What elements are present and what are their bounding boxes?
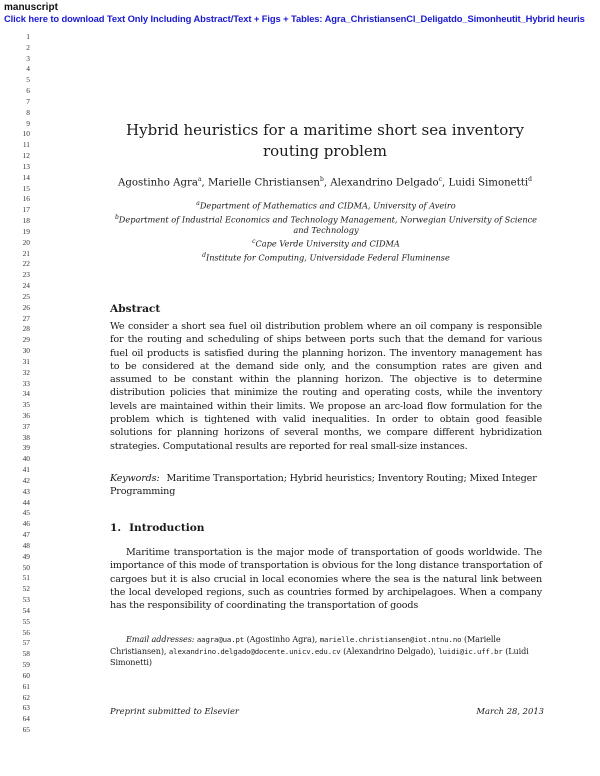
line-number: 64 — [22, 714, 30, 724]
section-heading-introduction — [110, 522, 205, 534]
line-number: 30 — [22, 346, 30, 356]
line-number: 34 — [22, 389, 30, 399]
line-number: 7 — [26, 96, 30, 106]
email-owner: (Marielle Christiansen), — [110, 634, 501, 656]
line-number: 59 — [22, 660, 30, 670]
footer-date: March 28, 2013 — [476, 706, 544, 716]
affiliation-sup: c — [252, 238, 256, 246]
keywords-text: Maritime Transportation; Hybrid heuristics; Inventory Routing; Mixed Integer Programming — [110, 473, 537, 498]
line-number: 10 — [22, 129, 30, 139]
abstract-text: We consider a short sea fuel oil distribution problem where an oil company is responsible for the routing and scheduling of ships between ports such that the demand for various fuel oil products is satisfied during the planning horizon. The inventory management has to be considered at the demand side only, and the consumption rates are given and assumed to be constant within the planning horizon. The objective is to determine distribution policies that minimize the routing and operating costs, while the inventory levels are maintained within their limits. We propose an arc-load flow formulation for the problem which is tightened with valid inequalities. In order to obtain good feasible solutions for planning horizons of several months, we compare different hybridization strategies. Computational results are reported for real small-size instances. — [110, 321, 542, 452]
keywords — [110, 472, 542, 499]
line-number: 1 — [26, 32, 30, 41]
email-address[interactable]: marielle.christiansen@iot.ntnu.no — [319, 635, 462, 644]
line-number: 29 — [22, 335, 30, 345]
line-number: 61 — [22, 681, 30, 691]
affiliations — [108, 198, 544, 264]
email-label: Email addresses: — [126, 634, 195, 644]
line-number: 17 — [22, 205, 30, 215]
line-number: 65 — [22, 725, 30, 734]
affiliation-text: Department of Mathematics and CIDMA, University of Aveiro — [199, 200, 456, 211]
line-number: 36 — [22, 410, 30, 420]
line-number: 3 — [26, 53, 30, 63]
line-number: 62 — [22, 692, 30, 702]
line-number: 43 — [22, 486, 30, 496]
line-number: 51 — [22, 573, 30, 583]
line-number: 48 — [22, 540, 30, 550]
line-number: 15 — [22, 183, 30, 193]
email-address[interactable]: luidi@ic.uff.br — [438, 646, 503, 656]
email-address[interactable]: aagra@ua.pt — [196, 635, 245, 644]
line-number: 47 — [22, 530, 30, 540]
author-name: Luidi Simonetti — [448, 177, 529, 189]
line-number: 57 — [22, 638, 30, 648]
introduction-text: Maritime transportation is the major mode of transportation of goods worldwide. The importance of this mode of transportation is obvious for the long distance transportation of cargoes but it is also crucial in local economies where the sea is the natural link between the local developed regions, such as countries formed by archipelagoes. When a company has the responsibility of coordinating the transportation of goods — [110, 547, 542, 612]
author-name: Agostinho Agra — [118, 177, 198, 189]
line-number: 37 — [22, 421, 30, 431]
line-number: 27 — [22, 313, 30, 323]
author-sup: b — [319, 176, 324, 183]
download-link[interactable]: Click here to download Text Only Including Abstract/Text + Figs + Tables: Agra_ChristiansenCl_Deligatdo_Simonheutit_Hybrid heuris — [4, 13, 585, 24]
line-number: 45 — [22, 508, 30, 518]
line-number: 60 — [22, 670, 30, 680]
section-title: Introduction — [129, 522, 205, 534]
line-number: 46 — [22, 519, 30, 529]
line-number: 35 — [22, 400, 30, 410]
line-number: 18 — [22, 216, 30, 226]
line-number: 38 — [22, 432, 30, 442]
line-number: 50 — [22, 562, 30, 572]
line-number: 13 — [22, 161, 30, 171]
line-number: 53 — [22, 595, 30, 605]
manuscript-label: manuscript — [4, 2, 58, 13]
author-name: Alexandrino Delgado — [330, 177, 439, 189]
line-number: 39 — [22, 443, 30, 453]
line-number: 21 — [22, 248, 30, 258]
affiliation-sup: a — [196, 200, 200, 207]
email-owner: (Luidi Simonetti) — [110, 645, 529, 668]
line-number: 23 — [22, 270, 30, 280]
line-number: 32 — [22, 367, 30, 377]
paper-title: Hybrid heuristics for a maritime short sea inventory routing problem — [126, 121, 524, 160]
keywords-label: Keywords: — [110, 473, 160, 484]
email-address[interactable]: alexandrino.delgado@docente.unicv.edu.cv — [168, 646, 341, 656]
line-number: 9 — [26, 118, 30, 128]
affiliation-text: Institute for Computing, Universidade Federal Fluminense — [205, 252, 450, 263]
email-footnote — [110, 634, 546, 669]
affiliation — [108, 198, 544, 212]
line-number: 42 — [22, 475, 30, 485]
author-sup: d — [528, 176, 532, 183]
email-owner: (Alexandrino Delgado), — [343, 645, 436, 656]
affiliation-sup: b — [114, 213, 119, 221]
affiliation-sup: d — [202, 252, 206, 260]
line-number: 11 — [22, 140, 30, 150]
author-sup: c — [438, 176, 442, 183]
line-number: 6 — [26, 86, 30, 96]
line-number: 25 — [22, 291, 30, 301]
line-number: 19 — [22, 226, 30, 236]
affiliation — [108, 212, 544, 237]
line-number: 31 — [22, 356, 30, 366]
line-number: 16 — [22, 194, 30, 204]
line-number: 4 — [26, 64, 30, 74]
line-number: 41 — [22, 465, 30, 475]
line-number: 58 — [22, 649, 30, 659]
line-number: 44 — [22, 497, 30, 507]
abstract-heading: Abstract — [110, 303, 161, 315]
line-number: 52 — [22, 584, 30, 594]
affiliation — [108, 236, 544, 250]
line-number: 55 — [22, 616, 30, 626]
footer-preprint: Preprint submitted to Elsevier — [110, 706, 239, 716]
line-number: 8 — [26, 107, 30, 117]
line-numbers — [0, 32, 30, 736]
line-number: 20 — [22, 237, 30, 247]
affiliation — [108, 250, 544, 264]
line-number: 49 — [22, 551, 30, 561]
line-number: 12 — [22, 151, 30, 161]
line-number: 28 — [22, 324, 30, 334]
line-number: 26 — [22, 302, 30, 312]
line-number: 24 — [22, 281, 30, 291]
line-number: 40 — [22, 454, 30, 464]
line-number: 33 — [22, 378, 30, 388]
section-number: 1. — [110, 522, 122, 534]
affiliation-text: Cape Verde University and CIDMA — [255, 239, 400, 250]
line-number: 14 — [22, 172, 30, 182]
line-number: 5 — [26, 75, 30, 85]
line-number: 63 — [22, 703, 30, 713]
line-number: 54 — [22, 605, 30, 615]
author-sup: a — [197, 176, 202, 183]
line-number: 56 — [22, 627, 30, 637]
email-owner: (Agostinho Agra), — [246, 634, 318, 644]
affiliation-text: Department of Industrial Economics and Technology Management, Norwegian University of Science and Technology — [118, 214, 538, 236]
author-name: Marielle Christiansen — [208, 177, 320, 189]
author-list: Agostinho Agra$^a$, Marielle Christiansen$^b$, Alexandrino Delgado$^c$, Luidi Simonetti$^d$ — [118, 176, 532, 189]
line-number: 2 — [26, 42, 30, 52]
line-number: 22 — [22, 259, 30, 269]
